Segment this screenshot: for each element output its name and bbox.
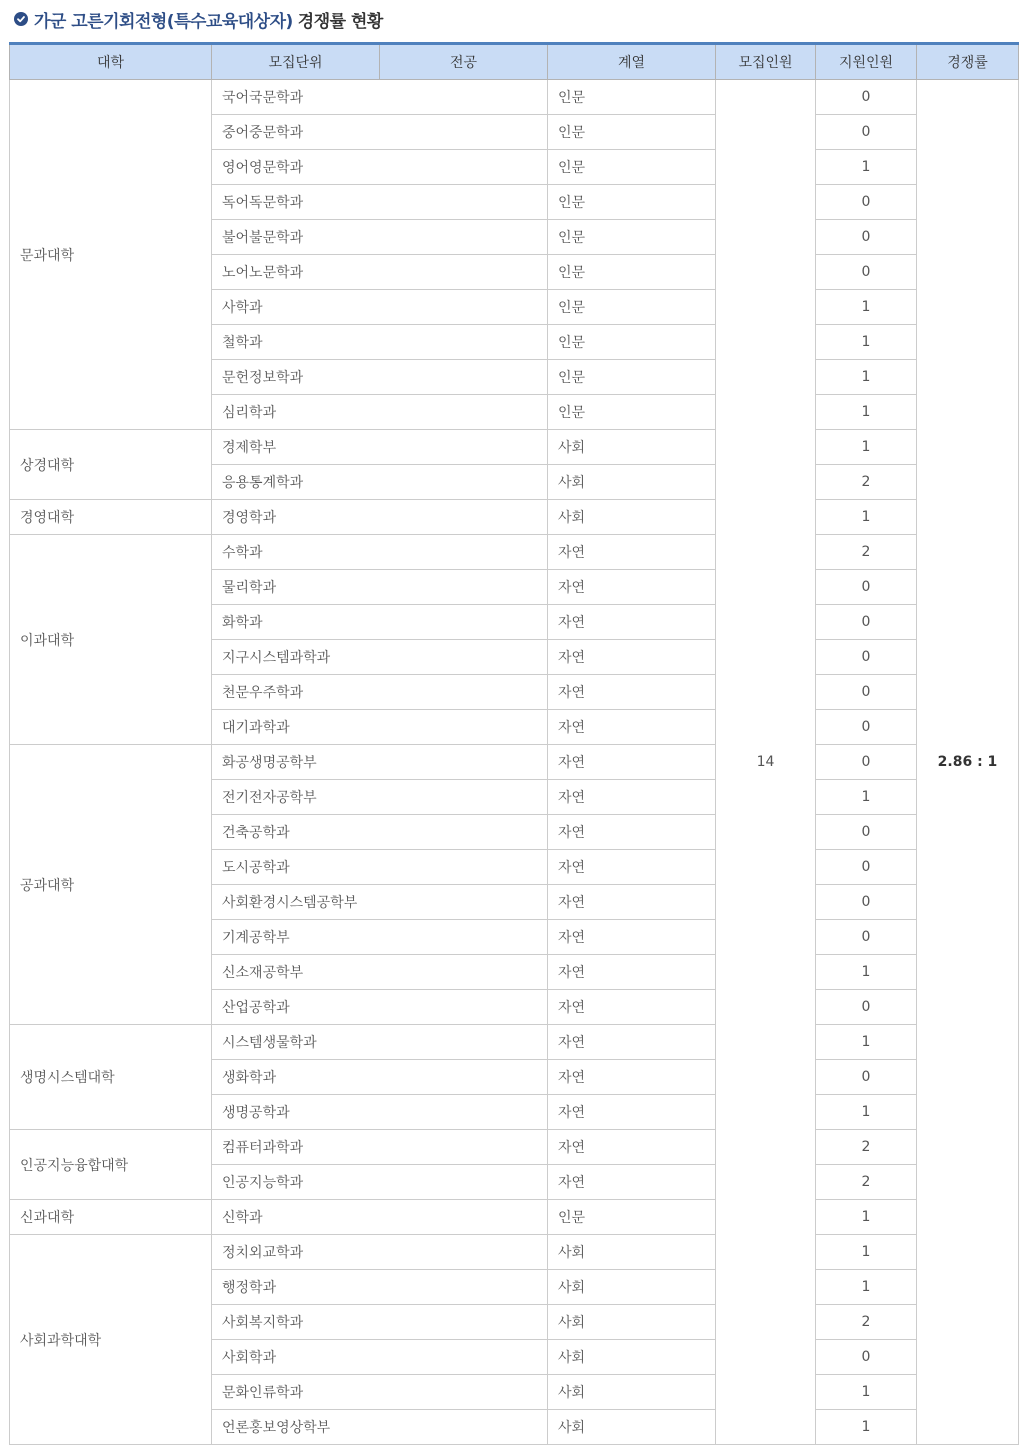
unit-name: 사회학과 [212, 1340, 548, 1375]
unit-name: 국어국문학과 [212, 80, 548, 115]
unit-name: 천문우주학과 [212, 675, 548, 710]
unit-name: 문화인류학과 [212, 1375, 548, 1410]
unit-name: 중어중문학과 [212, 115, 548, 150]
applicants-value: 1 [816, 395, 917, 430]
field-value: 인문 [548, 360, 716, 395]
table-row [10, 1025, 1019, 1060]
applicants-value: 1 [816, 360, 917, 395]
college-name: 경영대학 [10, 500, 212, 535]
field-value: 사회 [548, 1270, 716, 1305]
college-name: 인공지능융합대학 [10, 1130, 212, 1200]
field-value: 인문 [548, 150, 716, 185]
unit-name: 신소재공학부 [212, 955, 548, 990]
applicants-value: 1 [816, 1410, 917, 1445]
table-row [10, 535, 1019, 570]
applicants-value: 1 [816, 1270, 917, 1305]
unit-name: 사회환경시스템공학부 [212, 885, 548, 920]
header-quota: 모집인원 [716, 44, 816, 80]
applicants-value: 0 [816, 745, 917, 780]
college-name: 생명시스템대학 [10, 1025, 212, 1130]
field-value: 자연 [548, 605, 716, 640]
field-value: 자연 [548, 675, 716, 710]
field-value: 인문 [548, 325, 716, 360]
applicants-value: 0 [816, 990, 917, 1025]
applicants-value: 1 [816, 430, 917, 465]
table-row [10, 745, 1019, 780]
field-value: 자연 [548, 1060, 716, 1095]
unit-name: 건축공학과 [212, 815, 548, 850]
title-rest: 경쟁률 현황 [297, 11, 383, 32]
unit-name: 생명공학과 [212, 1095, 548, 1130]
unit-name: 대기과학과 [212, 710, 548, 745]
unit-name: 도시공학과 [212, 850, 548, 885]
table-row [10, 500, 1019, 535]
applicants-value: 1 [816, 325, 917, 360]
field-value: 인문 [548, 185, 716, 220]
field-value: 인문 [548, 1200, 716, 1235]
applicants-value: 2 [816, 1305, 917, 1340]
unit-name: 산업공학과 [212, 990, 548, 1025]
field-value: 자연 [548, 920, 716, 955]
unit-name: 독어독문학과 [212, 185, 548, 220]
header-field: 계열 [548, 44, 716, 80]
table-row [10, 1200, 1019, 1235]
field-value: 자연 [548, 850, 716, 885]
field-value: 자연 [548, 955, 716, 990]
header-major: 전공 [380, 44, 548, 80]
applicants-value: 0 [816, 815, 917, 850]
applicants-value: 1 [816, 1235, 917, 1270]
college-name: 이과대학 [10, 535, 212, 745]
applicants-value: 0 [816, 570, 917, 605]
unit-name: 시스템생물학과 [212, 1025, 548, 1060]
quota-value: 14 [716, 80, 816, 1445]
applicants-value: 0 [816, 920, 917, 955]
unit-name: 문헌정보학과 [212, 360, 548, 395]
applicants-value: 0 [816, 255, 917, 290]
competition-table [9, 42, 1019, 1445]
field-value: 사회 [548, 1340, 716, 1375]
field-value: 자연 [548, 885, 716, 920]
applicants-value: 1 [816, 500, 917, 535]
field-value: 인문 [548, 80, 716, 115]
applicants-value: 2 [816, 535, 917, 570]
table-row [10, 1235, 1019, 1270]
unit-name: 사회복지학과 [212, 1305, 548, 1340]
applicants-value: 0 [816, 675, 917, 710]
ratio-value: 2.86 : 1 [917, 80, 1019, 1445]
field-value: 사회 [548, 1410, 716, 1445]
field-value: 자연 [548, 815, 716, 850]
unit-name: 노어노문학과 [212, 255, 548, 290]
field-value: 자연 [548, 640, 716, 675]
applicants-value: 1 [816, 1375, 917, 1410]
field-value: 자연 [548, 535, 716, 570]
applicants-value: 0 [816, 1060, 917, 1095]
applicants-value: 2 [816, 1165, 917, 1200]
applicants-value: 0 [816, 885, 917, 920]
unit-name: 지구시스템과학과 [212, 640, 548, 675]
college-name: 사회과학대학 [10, 1235, 212, 1445]
college-name: 상경대학 [10, 430, 212, 500]
unit-name: 정치외교학과 [212, 1235, 548, 1270]
applicants-value: 2 [816, 465, 917, 500]
field-value: 자연 [548, 745, 716, 780]
applicants-value: 1 [816, 150, 917, 185]
unit-name: 철학과 [212, 325, 548, 360]
applicants-value: 1 [816, 1095, 917, 1130]
college-name: 문과대학 [10, 80, 212, 430]
field-value: 사회 [548, 1235, 716, 1270]
applicants-value: 0 [816, 850, 917, 885]
college-name: 공과대학 [10, 745, 212, 1025]
table-row [10, 80, 1019, 115]
header-ratio: 경쟁률 [917, 44, 1019, 80]
field-value: 인문 [548, 395, 716, 430]
field-value: 자연 [548, 1095, 716, 1130]
unit-name: 불어불문학과 [212, 220, 548, 255]
field-value: 사회 [548, 1305, 716, 1340]
unit-name: 언론홍보영상학부 [212, 1410, 548, 1445]
applicants-value: 0 [816, 710, 917, 745]
applicants-value: 0 [816, 1340, 917, 1375]
unit-name: 수학과 [212, 535, 548, 570]
unit-name: 물리학과 [212, 570, 548, 605]
field-value: 사회 [548, 465, 716, 500]
field-value: 자연 [548, 1130, 716, 1165]
college-name: 신과대학 [10, 1200, 212, 1235]
table-row [10, 1130, 1019, 1165]
applicants-value: 1 [816, 780, 917, 815]
unit-name: 화공생명공학부 [212, 745, 548, 780]
applicants-value: 0 [816, 605, 917, 640]
applicants-value: 0 [816, 640, 917, 675]
unit-name: 행정학과 [212, 1270, 548, 1305]
unit-name: 전기전자공학부 [212, 780, 548, 815]
field-value: 자연 [548, 570, 716, 605]
unit-name: 인공지능학과 [212, 1165, 548, 1200]
header-unit: 모집단위 [212, 44, 380, 80]
header-college: 대학 [10, 44, 212, 80]
applicants-value: 0 [816, 220, 917, 255]
field-value: 자연 [548, 1165, 716, 1200]
unit-name: 신학과 [212, 1200, 548, 1235]
field-value: 인문 [548, 115, 716, 150]
applicants-value: 0 [816, 115, 917, 150]
unit-name: 영어영문학과 [212, 150, 548, 185]
unit-name: 화학과 [212, 605, 548, 640]
applicants-value: 1 [816, 1025, 917, 1060]
applicants-value: 1 [816, 1200, 917, 1235]
unit-name: 심리학과 [212, 395, 548, 430]
check-circle-icon [14, 12, 28, 26]
applicants-value: 0 [816, 80, 917, 115]
header-applicants: 지원인원 [816, 44, 917, 80]
page-title [14, 6, 383, 32]
field-value: 사회 [548, 430, 716, 465]
field-value: 사회 [548, 500, 716, 535]
field-value: 자연 [548, 710, 716, 745]
unit-name: 경영학과 [212, 500, 548, 535]
unit-name: 생화학과 [212, 1060, 548, 1095]
field-value: 자연 [548, 990, 716, 1025]
unit-name: 사학과 [212, 290, 548, 325]
field-value: 인문 [548, 255, 716, 290]
header-row [10, 44, 1019, 80]
field-value: 자연 [548, 1025, 716, 1060]
field-value: 사회 [548, 1375, 716, 1410]
title-highlight: 가군 고른기회전형(특수교육대상자) [34, 11, 293, 32]
unit-name: 경제학부 [212, 430, 548, 465]
table-body [10, 80, 1019, 1445]
field-value: 인문 [548, 220, 716, 255]
field-value: 인문 [548, 290, 716, 325]
unit-name: 컴퓨터과학과 [212, 1130, 548, 1165]
applicants-value: 2 [816, 1130, 917, 1165]
field-value: 자연 [548, 780, 716, 815]
applicants-value: 1 [816, 955, 917, 990]
applicants-value: 0 [816, 185, 917, 220]
unit-name: 기계공학부 [212, 920, 548, 955]
applicants-value: 1 [816, 290, 917, 325]
unit-name: 응용통계학과 [212, 465, 548, 500]
table-row [10, 430, 1019, 465]
